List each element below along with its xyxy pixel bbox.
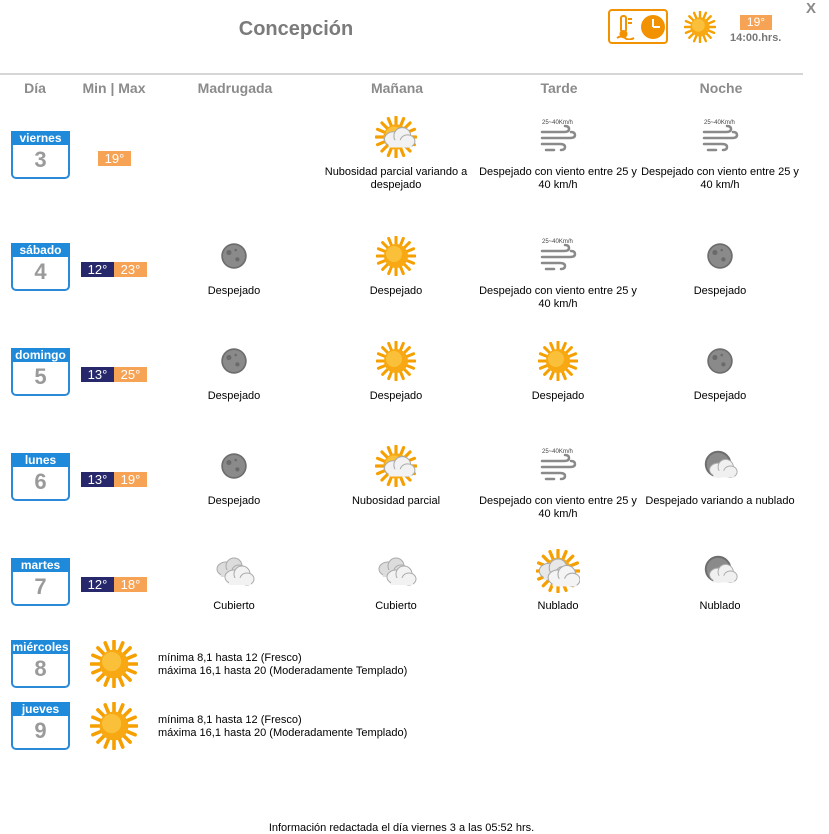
view-toggle-button[interactable] <box>608 9 668 44</box>
day-name: martes <box>11 558 70 572</box>
forecast-cell <box>154 548 314 613</box>
day-number: 4 <box>34 259 47 284</box>
max-temp: 18° <box>114 577 147 592</box>
col-header-madrugada: Madrugada <box>197 80 273 96</box>
forecast-cell <box>154 338 314 403</box>
forecast-cell <box>640 443 800 508</box>
forecast-text: Nublado <box>699 600 741 612</box>
day-box-3 <box>11 131 70 179</box>
day-name: sábado <box>11 243 70 257</box>
forecast-cell <box>478 114 638 192</box>
forecast-cell <box>316 233 476 298</box>
forecast-text: Despejado variando a nublado <box>645 495 795 507</box>
max-temp: 19° <box>98 151 131 166</box>
forecast-cell <box>316 443 476 508</box>
max-temp: 23° <box>114 262 147 277</box>
extended-max-line: máxima 16,1 hasta 20 (Moderadamente Templado) <box>158 727 408 739</box>
day-box-5 <box>11 348 70 396</box>
forecast-cell <box>478 443 638 521</box>
day-box-8 <box>11 640 70 688</box>
footer-note: Información redactada el día viernes 3 a las 05:52 hrs. <box>268 822 535 834</box>
extended-min-line: mínima 8,1 hasta 12 (Fresco) <box>158 652 302 664</box>
wind-icon <box>640 114 800 160</box>
forecast-text: Despejado <box>693 285 747 297</box>
day-number: 6 <box>34 469 47 494</box>
col-header-manana: Mañana <box>370 80 424 96</box>
sun-icon <box>684 11 716 43</box>
forecast-cell <box>478 338 638 403</box>
sun-icon <box>90 702 138 755</box>
thermometer-icon <box>616 14 638 40</box>
day-name: lunes <box>11 453 70 467</box>
current-sun-icon <box>684 11 716 48</box>
day-box-9 <box>11 702 70 750</box>
overcast-icon <box>316 548 476 594</box>
min-temp: 12° <box>81 262 114 277</box>
col-header-day: Día <box>24 80 46 96</box>
cloudy-sun-icon <box>478 548 638 594</box>
col-header-noche: Noche <box>699 80 743 96</box>
forecast-cell <box>640 548 800 613</box>
forecast-cell <box>316 548 476 613</box>
forecast-text: Despejado <box>207 495 261 507</box>
forecast-cell <box>640 114 800 192</box>
extended-forecast-text <box>158 652 407 678</box>
forecast-text: Nublado <box>537 600 579 612</box>
forecast-cell <box>316 338 476 403</box>
current-temperature: 19° <box>740 15 772 30</box>
forecast-cell <box>478 233 638 311</box>
day-number: 3 <box>34 147 47 172</box>
close-button[interactable]: X <box>806 0 817 17</box>
max-temp: 19° <box>114 472 147 487</box>
day-box-7 <box>11 558 70 606</box>
current-time: 14:00.hrs. <box>730 32 782 44</box>
wind-icon <box>478 233 638 279</box>
forecast-text: Nubosidad parcial variando a despejado <box>324 166 468 191</box>
min-temp: 13° <box>81 367 114 382</box>
extended-max-line: máxima 16,1 hasta 20 (Moderadamente Templado) <box>158 665 408 677</box>
forecast-cell <box>478 548 638 613</box>
day-number: 5 <box>34 364 47 389</box>
page-title: Concepción <box>238 18 354 40</box>
day-name: miércoles <box>12 640 69 654</box>
forecast-cell <box>316 114 476 192</box>
col-header-minmax: Min | Max <box>82 80 146 96</box>
extended-forecast-text <box>158 714 407 740</box>
sun-icon <box>478 338 638 384</box>
forecast-text: Despejado con viento entre 25 y 40 km/h <box>479 166 637 191</box>
forecast-text: Nubosidad parcial <box>351 495 441 507</box>
forecast-cell <box>640 233 800 298</box>
svg-text:25~40Km/h: 25~40Km/h <box>542 449 573 455</box>
sun-icon <box>90 640 138 693</box>
moon-icon <box>154 443 314 489</box>
forecast-cell <box>640 338 800 403</box>
min-temp: 12° <box>81 577 114 592</box>
forecast-text: Despejado <box>369 390 423 402</box>
moon-icon <box>154 233 314 279</box>
cloudy-moon-icon <box>640 443 800 489</box>
forecast-text: Despejado <box>693 390 747 402</box>
cloudy-moon-icon <box>640 548 800 594</box>
col-header-tarde: Tarde <box>540 80 578 96</box>
sun-icon <box>316 338 476 384</box>
forecast-text: Despejado con viento entre 25 y 40 km/h <box>479 285 637 310</box>
day-name: jueves <box>11 702 70 716</box>
header-divider <box>0 73 803 75</box>
partly-cloudy-sun-icon <box>316 443 476 489</box>
day-number: 8 <box>34 656 47 681</box>
sun-icon <box>316 233 476 279</box>
day-name: viernes <box>11 131 70 145</box>
moon-icon <box>154 338 314 384</box>
day-box-4 <box>11 243 70 291</box>
day-number: 9 <box>34 718 47 743</box>
moon-icon <box>640 233 800 279</box>
forecast-cell <box>154 233 314 298</box>
svg-text:25~40Km/h: 25~40Km/h <box>704 120 735 126</box>
wind-icon <box>478 443 638 489</box>
clock-icon <box>640 14 666 40</box>
day-box-6 <box>11 453 70 501</box>
svg-text:25~40Km/h: 25~40Km/h <box>542 120 573 126</box>
forecast-text: Despejado con viento entre 25 y 40 km/h <box>641 166 799 191</box>
moon-icon <box>640 338 800 384</box>
forecast-text: Despejado con viento entre 25 y 40 km/h <box>479 495 637 520</box>
svg-text:25~40Km/h: 25~40Km/h <box>542 239 573 245</box>
day-name: domingo <box>11 348 70 362</box>
forecast-text: Cubierto <box>213 600 255 612</box>
overcast-icon <box>154 548 314 594</box>
max-temp: 25° <box>114 367 147 382</box>
forecast-text: Despejado <box>207 285 261 297</box>
forecast-text: Despejado <box>531 390 585 402</box>
extended-min-line: mínima 8,1 hasta 12 (Fresco) <box>158 714 302 726</box>
partly-cloudy-sun-icon <box>316 114 476 160</box>
min-temp: 13° <box>81 472 114 487</box>
forecast-text: Despejado <box>207 390 261 402</box>
wind-icon <box>478 114 638 160</box>
day-number: 7 <box>34 574 47 599</box>
forecast-text: Despejado <box>369 285 423 297</box>
forecast-cell <box>154 443 314 508</box>
forecast-text: Cubierto <box>375 600 417 612</box>
